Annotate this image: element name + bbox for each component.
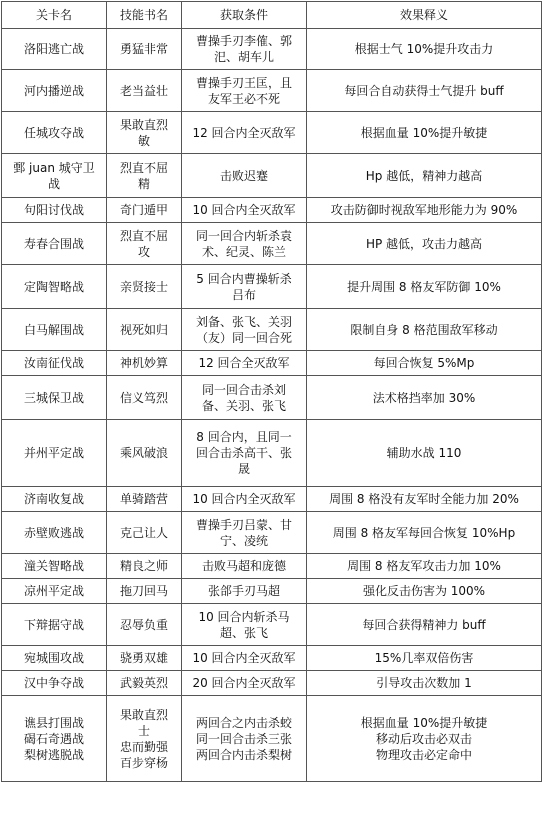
skill-book-cell: 亲贤接士 (107, 265, 182, 309)
table-row (2, 351, 542, 376)
skill-book-cell: 勇猛非常 (107, 29, 182, 70)
effect-cell: 15%几率双倍伤害 (307, 646, 542, 671)
effect-cell: 限制自身 8 格范围敌军移动 (307, 309, 542, 351)
stage-name-cell: 鄄 juan 城守卫 战 (2, 154, 107, 198)
stage-name-cell: 寿春合围战 (2, 223, 107, 265)
stage-name-cell: 任城攻夺战 (2, 112, 107, 154)
stage-name-cell: 三城保卫战 (2, 376, 107, 420)
condition-cell: 击败马超和庞德 (182, 554, 307, 579)
skill-book-cell: 老当益壮 (107, 70, 182, 112)
effect-cell: 根据士气 10%提升攻击力 (307, 29, 542, 70)
skill-book-cell: 果敢直烈 敏 (107, 112, 182, 154)
stage-name-cell: 河内播逆战 (2, 70, 107, 112)
header-acquire-condition: 获取条件 (182, 2, 307, 29)
skill-book-cell: 视死如归 (107, 309, 182, 351)
effect-cell: Hp 越低，精神力越高 (307, 154, 542, 198)
table-row (2, 487, 542, 512)
condition-cell: 曹操手刃吕蒙、甘 宁、凌统 (182, 512, 307, 554)
effect-cell: 法术格挡率加 30% (307, 376, 542, 420)
effect-cell: 周围 8 格友军攻击力加 10% (307, 554, 542, 579)
skill-book-cell: 果敢直烈 士 忠而勤强 百步穿杨 (107, 696, 182, 782)
table-row (2, 70, 542, 112)
stage-name-cell: 凉州平定战 (2, 579, 107, 604)
header-stage-name: 关卡名 (2, 2, 107, 29)
effect-cell: 根据血量 10%提升敏捷 移动后攻击必双击 物理攻击必定命中 (307, 696, 542, 782)
table-row (2, 696, 542, 782)
stage-name-cell: 并州平定战 (2, 420, 107, 487)
skill-book-cell: 奇门遁甲 (107, 198, 182, 223)
skill-book-table (1, 1, 542, 782)
skill-book-cell: 烈直不屈 攻 (107, 223, 182, 265)
condition-cell: 8 回合内，且同一 回合击杀高干、张 晟 (182, 420, 307, 487)
effect-cell: 辅助水战 110 (307, 420, 542, 487)
table-header-row (2, 2, 542, 29)
effect-cell: 周围 8 格没有友军时全能力加 20% (307, 487, 542, 512)
condition-cell: 两回合之内击杀蛟 同一回合击杀三张 两回合内击杀梨树 (182, 696, 307, 782)
table-row (2, 420, 542, 487)
effect-cell: 引导攻击次数加 1 (307, 671, 542, 696)
condition-cell: 12 回合内全灭敌军 (182, 112, 307, 154)
table-row (2, 376, 542, 420)
table-row (2, 112, 542, 154)
stage-name-cell: 宛城围攻战 (2, 646, 107, 671)
skill-book-cell: 骁勇双雄 (107, 646, 182, 671)
effect-cell: 每回合自动获得士气提升 buff (307, 70, 542, 112)
table-row (2, 512, 542, 554)
stage-name-cell: 汉中争夺战 (2, 671, 107, 696)
effect-cell: 周围 8 格友军每回合恢复 10%Hp (307, 512, 542, 554)
skill-book-cell: 乘风破浪 (107, 420, 182, 487)
stage-name-cell: 潼关智略战 (2, 554, 107, 579)
condition-cell: 同一回合击杀刘 备、关羽、张飞 (182, 376, 307, 420)
condition-cell: 10 回合内全灭敌军 (182, 487, 307, 512)
stage-name-cell: 汝南征伐战 (2, 351, 107, 376)
effect-cell: 提升周围 8 格友军防御 10% (307, 265, 542, 309)
table-row (2, 309, 542, 351)
skill-book-cell: 单骑踏营 (107, 487, 182, 512)
table-row (2, 223, 542, 265)
stage-name-cell: 谯县打围战 碣石奇遇战 梨树逃脱战 (2, 696, 107, 782)
table-row (2, 579, 542, 604)
condition-cell: 20 回合内全灭敌军 (182, 671, 307, 696)
table-row (2, 604, 542, 646)
stage-name-cell: 赤壁败逃战 (2, 512, 107, 554)
skill-book-cell: 克己让人 (107, 512, 182, 554)
table-row (2, 265, 542, 309)
condition-cell: 同一回合内斩杀袁 术、纪灵、陈兰 (182, 223, 307, 265)
header-effect-description: 效果释义 (307, 2, 542, 29)
condition-cell: 击败迟蹇 (182, 154, 307, 198)
stage-name-cell: 句阳讨伐战 (2, 198, 107, 223)
skill-book-cell: 拖刀回马 (107, 579, 182, 604)
table-row (2, 554, 542, 579)
effect-cell: 根据血量 10%提升敏捷 (307, 112, 542, 154)
condition-cell: 张郃手刃马超 (182, 579, 307, 604)
table-body (2, 29, 542, 782)
stage-name-cell: 下辩据守战 (2, 604, 107, 646)
condition-cell: 刘备、张飞、关羽 （友）同一回合死 (182, 309, 307, 351)
stage-name-cell: 定陶智略战 (2, 265, 107, 309)
table-row (2, 198, 542, 223)
condition-cell: 曹操手刃王匡，且 友军王必不死 (182, 70, 307, 112)
table-row (2, 646, 542, 671)
condition-cell: 12 回合全灭敌军 (182, 351, 307, 376)
table-row (2, 154, 542, 198)
stage-name-cell: 洛阳逃亡战 (2, 29, 107, 70)
skill-book-cell: 武毅英烈 (107, 671, 182, 696)
stage-name-cell: 白马解围战 (2, 309, 107, 351)
condition-cell: 10 回合内斩杀马 超、张飞 (182, 604, 307, 646)
condition-cell: 曹操手刃李傕、郭 汜、胡车儿 (182, 29, 307, 70)
effect-cell: 攻击防御时视敌军地形能力为 90% (307, 198, 542, 223)
skill-book-cell: 精良之师 (107, 554, 182, 579)
header-skill-book-name: 技能书名 (107, 2, 182, 29)
skill-book-cell: 忍辱负重 (107, 604, 182, 646)
effect-cell: HP 越低，攻击力越高 (307, 223, 542, 265)
condition-cell: 10 回合内全灭敌军 (182, 198, 307, 223)
effect-cell: 每回合恢复 5%Mp (307, 351, 542, 376)
stage-name-cell: 济南收复战 (2, 487, 107, 512)
condition-cell: 10 回合内全灭敌军 (182, 646, 307, 671)
effect-cell: 每回合获得精神力 buff (307, 604, 542, 646)
table-row (2, 29, 542, 70)
condition-cell: 5 回合内曹操斩杀 吕布 (182, 265, 307, 309)
effect-cell: 强化反击伤害为 100% (307, 579, 542, 604)
skill-book-cell: 神机妙算 (107, 351, 182, 376)
skill-book-cell: 烈直不屈 精 (107, 154, 182, 198)
table-row (2, 671, 542, 696)
skill-book-cell: 信义笃烈 (107, 376, 182, 420)
